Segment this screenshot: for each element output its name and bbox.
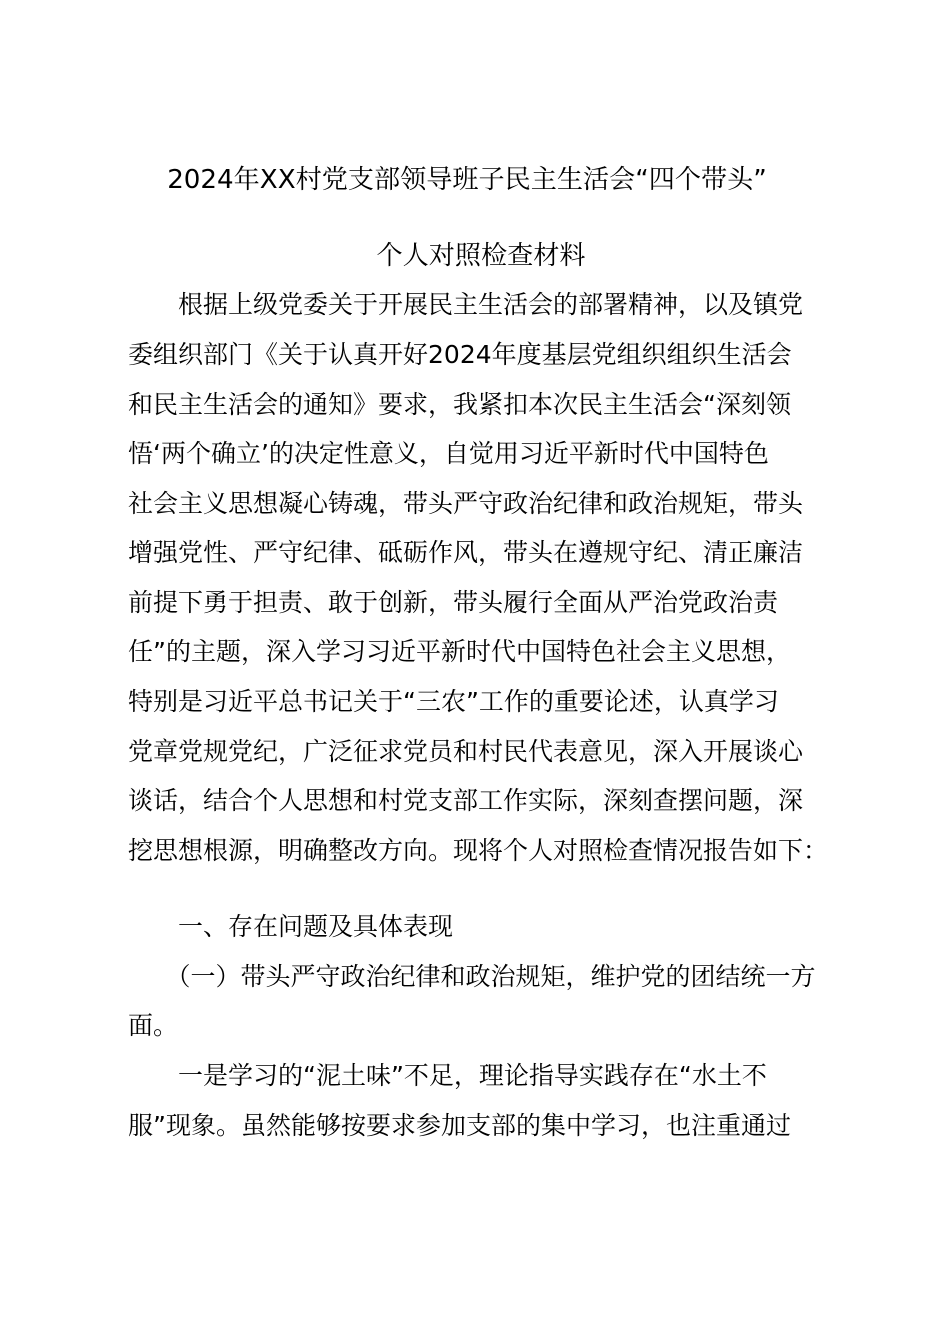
intro-paragraph-line: 社会主义思想凝心铸魂，带头严守政治纪律和政治规矩，带头 <box>128 489 804 518</box>
intro-paragraph-line: 任”的主题，深入学习习近平新时代中国特色社会主义思想， <box>128 637 791 666</box>
subsection-heading-line: （一）带头严守政治纪律和政治规矩，维护党的团结统一方 <box>128 962 816 991</box>
intro-paragraph-line: 根据上级党委关于开展民主生活会的部署精神，以及镇党 <box>128 290 804 319</box>
intro-paragraph-line: 挖思想根源，明确整改方向。现将个人对照检查情况报告如下： <box>128 836 829 865</box>
intro-paragraph-line: 和民主生活会的通知》要求，我紧扣本次民主生活会“深刻领 <box>128 390 791 419</box>
intro-paragraph-line: 委组织部门《关于认真开好2024年度基层党组织组织生活会 <box>128 340 792 369</box>
body-paragraph-line: 服”现象。虽然能够按要求参加支部的集中学习，也注重通过 <box>128 1111 791 1140</box>
document-title-line-2: 个人对照检查材料 <box>376 241 586 271</box>
intro-paragraph-line: 特别是习近平总书记关于“三农”工作的重要论述，认真学习 <box>128 687 779 716</box>
intro-paragraph-line: 悟‘两个确立’的决定性意义，自觉用习近平新时代中国特色 <box>128 439 769 468</box>
intro-paragraph-line: 党章党规党纪，广泛征求党员和村民代表意见，深入开展谈心 <box>128 737 804 766</box>
subsection-heading-line: 面。 <box>128 1011 179 1040</box>
intro-paragraph-line: 增强党性、严守纪律、砥砺作风，带头在遵规守纪、清正廉洁 <box>128 538 804 567</box>
section-heading: 一、存在问题及具体表现 <box>128 912 454 941</box>
body-paragraph-line: 一是学习的“泥土味”不足，理论指导实践存在“水土不 <box>128 1061 767 1090</box>
intro-paragraph-line: 谈话，结合个人思想和村党支部工作实际，深刻查摆问题，深 <box>128 786 804 815</box>
document-title-line-1: 2024年XX村党支部领导班子民主生活会“四个带头” <box>167 165 767 195</box>
intro-paragraph-line: 前提下勇于担责、敢于创新，带头履行全面从严治党政治责 <box>128 588 779 617</box>
